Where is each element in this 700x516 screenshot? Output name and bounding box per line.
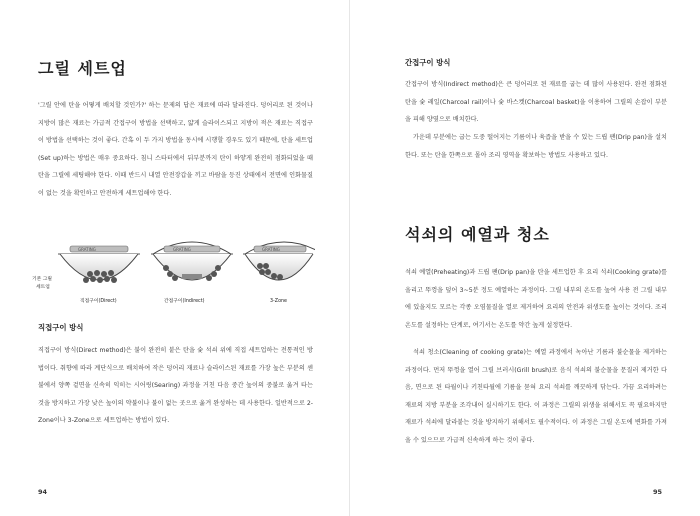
three-zone-grill-icon [243, 242, 315, 304]
grill-setup-diagram [30, 230, 315, 305]
drip-pan-icon [182, 274, 202, 279]
caption-indirect: 간접구이(Indirect) [164, 299, 205, 304]
right-page [350, 0, 700, 516]
indirect-paragraph-2: 가운데 부분에는 굽는 도중 떨어지는 기름이나 육즙을 받을 수 있는 드립 팬(Drip pan)을 설치한다. 또는 탄을 한쪽으로 몰아 조리 영역을 확보하는 방법도 사용하고 있다. [405, 134, 667, 159]
section-title-indirect: 간접구이 방식 [405, 58, 451, 67]
section-title-preheat: 석쇠의 예열과 청소 [405, 225, 550, 244]
diagram-side-label-2: 세트업 [36, 285, 50, 290]
page-number-right: 95 [653, 488, 663, 496]
page-number-left: 94 [38, 488, 48, 496]
svg-text:GRATING: GRATING [173, 247, 191, 252]
direct-grill-icon [58, 246, 140, 304]
caption-3zone: 3-Zone [270, 299, 287, 304]
section-title-direct: 직접구이 방식 [38, 323, 84, 332]
page-title: 그릴 세트업 [38, 59, 127, 78]
indirect-grill-icon [151, 242, 233, 304]
svg-text:GRATING: GRATING [78, 247, 96, 252]
svg-text:GRATING: GRATING [262, 247, 280, 252]
indirect-paragraph-1: 간접구이 방식(Indirect method)은 큰 덩어리로 된 재료를 굽는 데 많이 사용된다. 완전 점화된 탄을 숯 레일(Charcoal rail)이나 숯 바스켓(Charcoal basket)을 이용하여 그릴의 손잡이 부분을 피해 양옆으로 배치한다. [405, 81, 667, 123]
direct-method-paragraph: 직접구이 방식(Direct method)은 불이 완전히 붙은 탄을 숯 석쇠 위에 직접 세트업하는 전통적인 방법이다. 취향에 따라 계단식으로 배치하여 작은 덩어리 재료나 슬라이스된 재료를 가장 높은 부분의 센 불에서 양쪽 겉면을 신속히 익히는 시어링(Searing) 과정을 거친 다음 중간 높이의 중불로 옮겨 타는 것을 방지하고 가장 낮은 높이의 약불이나 불이 없는 곳으로 옮겨 완성하는 데 사용한다. 일반적으로 2-Zone이나 3-Zone으로 세트업하는 방법이 있다. [38, 347, 313, 424]
cleaning-paragraph: 석쇠 청소(Cleaning of cooking grate)는 예열 과정에서 녹아난 기름과 불순물을 제거하는 과정이다. 먼저 뚜껑을 열어 그릴 브러시(Grill brush)로 음식 석쇠의 불순물을 문질러 제거한 다음, 면으로 된 타월이나 키친타월에 기름을 묻혀 요리 석쇠를 깨끗하게 닦는다. 가끔 요리하려는 재료의 지방 부분을 조각내어 실시하기도 한다. 이 과정은 그릴의 위생을 위해서도 꼭 필요하지만 재료가 석쇠에 달라붙는 것을 방지하기 위해서도 필수적이다. 이 과정은 그릴 온도에 변화를 가져올 수 있으므로 가급적 신속하게 하는 것이 좋다. [405, 349, 667, 444]
grill-diagram-svg [30, 230, 315, 305]
preheat-paragraph: 석쇠 예열(Preheating)과 드립 팬(Drip pan)을 탄을 세트업한 후 요리 석쇠(Cooking grate)를 올리고 뚜껑을 덮어 3~5분 정도 예열하는 과정이다. 그릴 내부의 온도를 높여 사용 전 그릴 내부에 있을지도 모르는 각종 오염물질을 열로 제거하여 요리의 안전과 위생도를 높이는 것이다. 조리 온도를 설정하는 단계로, 여기서는 온도를 약간 높게 설정한다. [405, 269, 667, 329]
intro-paragraph: '그릴 안에 탄을 어떻게 배치할 것인가?' 하는 문제의 답은 재료에 따라 달라진다. 덩어리로 된 것이나 지방이 많은 재료는 가급적 간접구이 방법을 선택하고, 얇게 슬라이스되고 지방이 적은 재료는 직접구이 방법을 선택하는 것이 좋다. 간혹 이 두 가지 방법을 동시에 시행할 경우도 있기 때문에, 탄을 세트업(Set up)하는 방법은 매우 중요하다. 침니 스타터에서 뒤부분까지 탄이 하얗게 완전히 점화되었을 때 탄을 그릴에 세팅해야 한다. 이때 반드시 내열 안전장갑을 끼고 바람을 등진 상태에서 전면에 인화물질이 없는 것을 확인하고 안전하게 세트업해야 한다. [38, 102, 313, 197]
caption-direct: 직접구이(Direct) [80, 299, 117, 304]
diagram-side-label-1: 기본 그릴 [32, 277, 53, 282]
